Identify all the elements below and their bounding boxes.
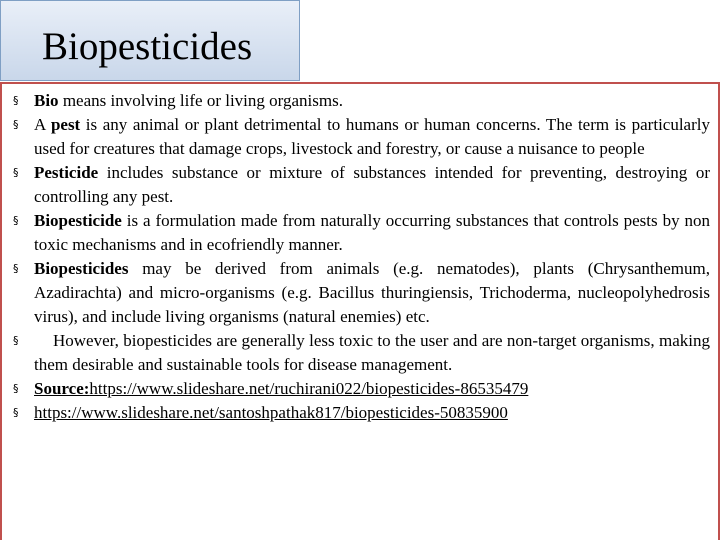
source-url-1: https://www.slideshare.net/ruchirani022/biopesticides-86535479 (89, 379, 529, 398)
bullet-item-pesticide (13, 161, 710, 209)
bullet-item-bio (13, 89, 710, 113)
bullet-item-however (13, 329, 710, 377)
bullet-text: may be derived from animals (e.g. nematodes), plants (Chrysanthemum, Azadirachta) and micro-organisms (e.g. Bacillus thuringiensis, Trichoderma, nucleopolyhedrosis virus), and include living organisms (natural enemies) etc. (34, 259, 710, 326)
bullet-marker-icon: § (13, 334, 19, 347)
source-link-2[interactable]: https://www.slideshare.net/santoshpathak817/biopesticides-50835900 (34, 403, 508, 422)
bullet-marker-icon: § (13, 118, 19, 131)
term-biopesticide: Biopesticide (34, 211, 122, 230)
bullet-text: is any animal or plant detrimental to humans or human concerns. The term is particularly used for creatures that damage crops, livestock and forestry, or cause a nuisance to people (34, 115, 710, 158)
bullet-item-biopesticide (13, 209, 710, 257)
source-label: Source: (34, 379, 90, 398)
bullet-text: includes substance or mixture of substances intended for preventing, destroying or controlling any pest. (34, 163, 710, 206)
bullet-marker-icon: § (13, 94, 19, 107)
bullet-marker-icon: § (13, 382, 19, 395)
bullet-marker-icon: § (13, 166, 19, 179)
bullet-item-biopesticides (13, 257, 710, 329)
bullet-item-source-2 (13, 401, 710, 425)
term-bio: Bio (34, 91, 59, 110)
title-box (0, 0, 300, 81)
bullet-marker-icon: § (13, 262, 19, 275)
source-link-1[interactable] (34, 379, 528, 398)
bullet-item-source (13, 377, 710, 401)
bullet-item-pest (13, 113, 710, 161)
bullet-text: means involving life or living organisms. (58, 91, 343, 110)
bullet-text: is a formulation made from naturally occurring substances that controls pests by non toxic mechanisms and in ecofriendly manner. (34, 211, 710, 254)
slide-title: Biopesticides (42, 25, 253, 68)
bullet-marker-icon: § (13, 406, 19, 419)
term-pest: pest (50, 115, 81, 134)
bullet-text: However, biopesticides are generally less toxic to the user and are non-target organisms, making them desirable and sustainable tools for disease management. (34, 331, 710, 374)
term-biopesticides: Biopesticides (34, 259, 129, 278)
bullet-lead: A (34, 115, 51, 134)
bullet-list (13, 89, 710, 425)
bullet-marker-icon: § (13, 214, 19, 227)
term-pesticide: Pesticide (34, 163, 99, 182)
